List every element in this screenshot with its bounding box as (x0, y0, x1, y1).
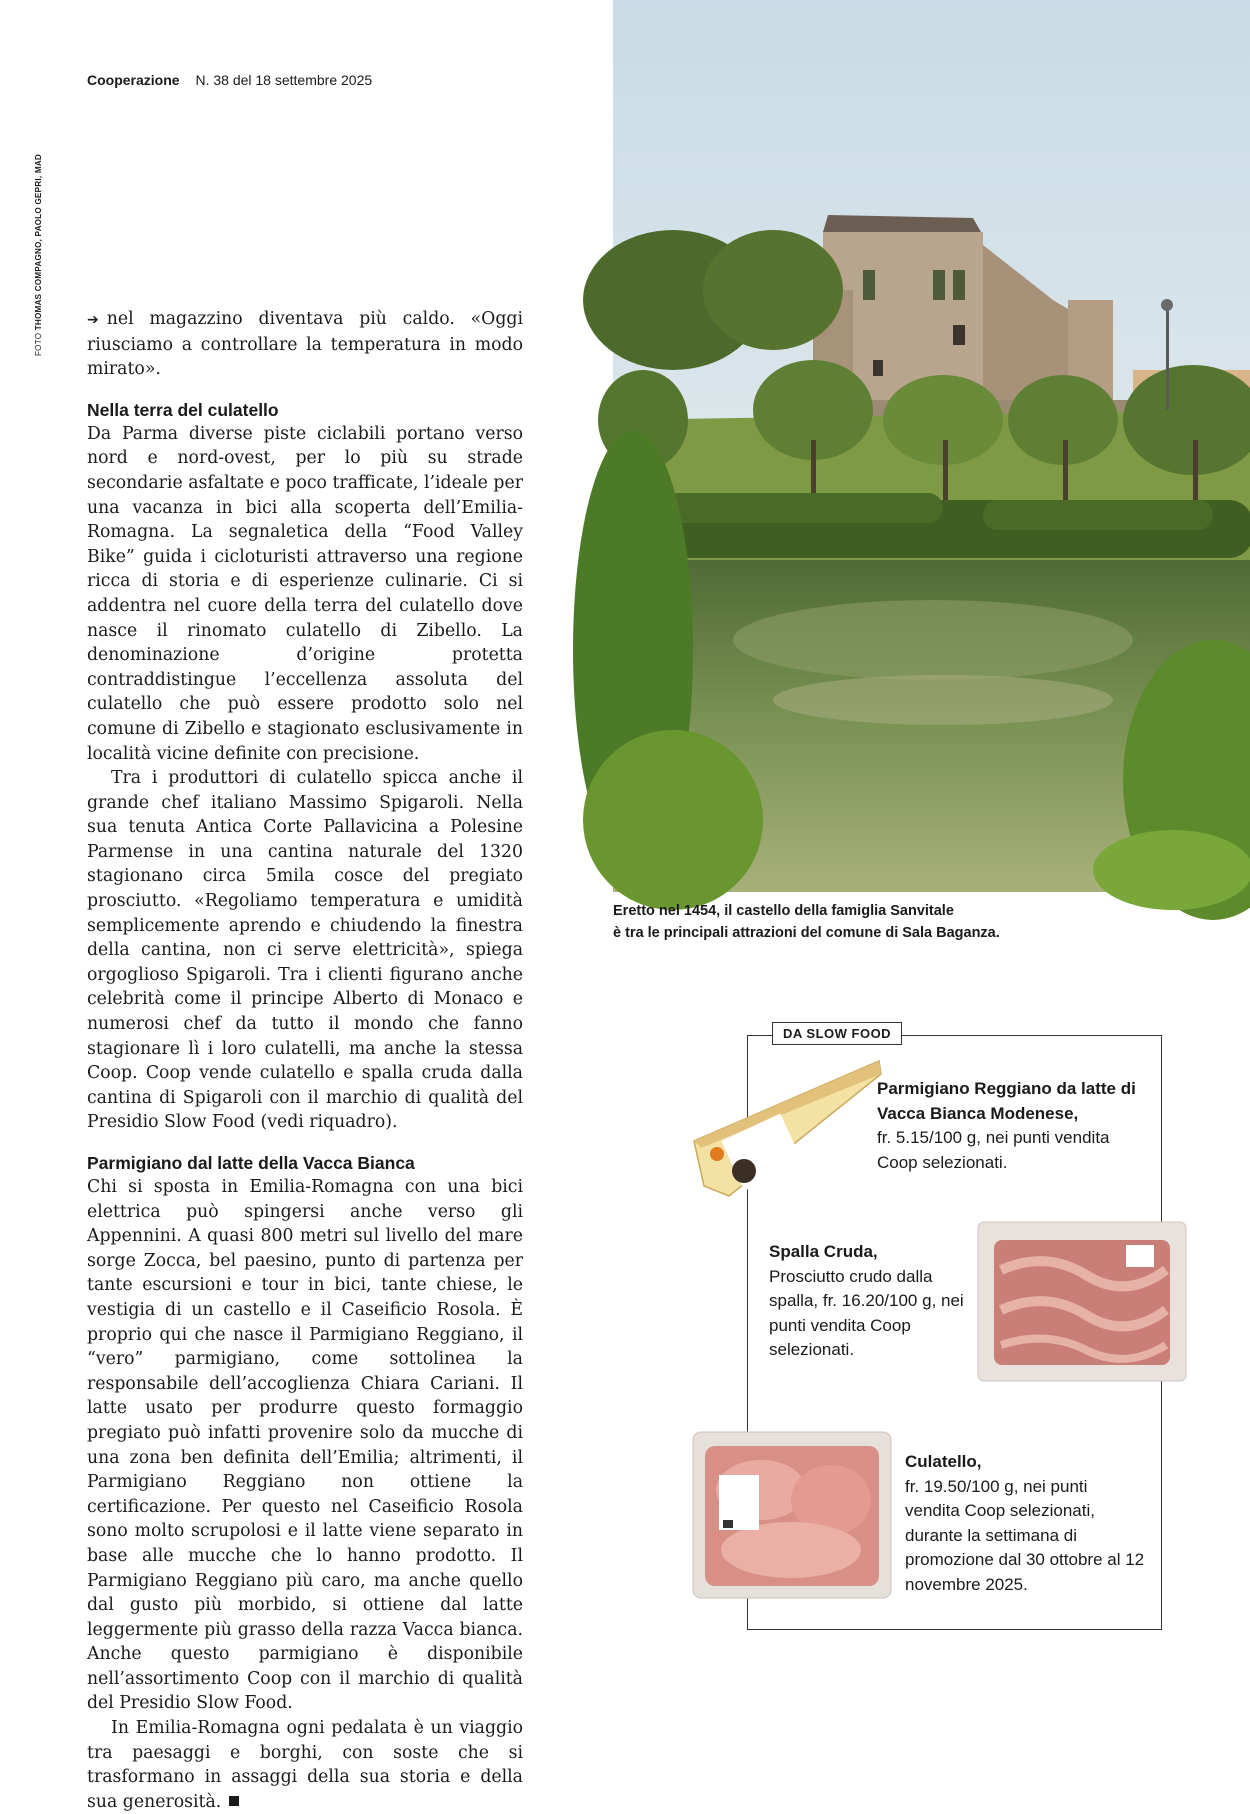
product-spalla (769, 1240, 969, 1363)
lead-paragraph: ➔ nel magazzino diventava più caldo. «Oggi riusciamo a controllare la temperatura in modo mirato». (87, 309, 523, 380)
spalla-image (976, 1220, 1188, 1383)
magazine-name: Cooperazione (87, 72, 180, 88)
parmigiano-image (689, 1056, 884, 1204)
article-column (87, 307, 523, 1814)
section-heading-parmigiano: Parmigiano dal latte della Vacca Bianca (87, 1153, 415, 1173)
product-detail: fr. 19.50/100 g, nei punti vendita Coop selezionati, durante la settimana di promozione dal 30 ottobre al 12 novembre 2025. (905, 1476, 1145, 1594)
end-mark-icon (229, 1796, 239, 1806)
continuation-arrow-icon: ➔ (87, 312, 99, 328)
photo-credit (34, 154, 43, 356)
paragraph: Chi si sposta in Emilia-Romagna con una bici elettrica può spingersi anche verso gli Appennini. A quasi 800 metri sul livello del mare sorge Zocca, bel paesino, punto di partenza per tante escursioni e tour in bici, tante chiese, le vestigia di un castello e il Caseificio Rosola. È proprio qui che nasce il Parmigiano Reggiano, il “vero” parmigiano, come sottolinea la responsabile dell’accoglienza Chiara Cariani. Il latte usato per produrre questo formaggio pregiato può infatti provenire solo da mucche di una zona ben definita dell’Emilia; altrimenti, il Parmigiano Reggiano non ottiene la certificazione. Per questo nel Caseificio Rosola sono molto scrupolosi e il latte viene separato in base alle mucche che lo hanno prodotto. Il Parmigiano Reggiano più caro, ma anche quello dal gusto più morbido, si ottiene dal latte leggermente più grasso della razza Vacca bianca. Anche questo parmigiano è disponibile nell’assortimento Coop con il marchio di qualità del Presidio Slow Food. (87, 1177, 523, 1714)
issue-info: N. 38 del 18 settembre 2025 (195, 72, 373, 88)
product-parmigiano (877, 1077, 1147, 1175)
product-detail: Prosciutto crudo dalla spalla, fr. 16.20/100 g, nei punti vendita Coop selezionati. (769, 1266, 964, 1359)
photo-caption: Eretto nel 1454, il castello della famiglia Sanvitale è tra le principali attrazioni del comune di Sala Baganza. (613, 903, 1000, 941)
product-name: Spalla Cruda, (769, 1242, 878, 1261)
product-name: Culatello, (905, 1452, 982, 1471)
photo-credit-names: THOMAS COMPAGNO, PAOLO GEPRI, MAD (34, 153, 43, 331)
closing-paragraph: In Emilia-Romagna ogni pedalata è un viaggio tra paesaggi e borghi, con soste che si trasformano in assaggi della sua storia e della sua generosità. (87, 1718, 523, 1812)
section-heading-culatello: Nella terra del culatello (87, 399, 279, 420)
product-name: Parmigiano Reggiano da latte di Vacca Bianca Modenese, (877, 1079, 1136, 1123)
slowfood-tag: DA SLOW FOOD (772, 1022, 902, 1045)
product-detail: fr. 5.15/100 g, nei punti vendita Coop selezionati. (877, 1128, 1110, 1172)
castle-photo (613, 0, 1250, 892)
product-culatello (905, 1450, 1145, 1597)
paragraph: Tra i produttori di culatello spicca anche il grande chef italiano Massimo Spigaroli. Nella sua tenuta Antica Corte Pallavicina a Polesine Parmense in una cantina naturale del 1320 stagionano circa 5mila cosce del pregiato prosciutto. «Regoliamo temperatura e umidità semplicemente aprendo e chiudendo la finestra della cantina, non ci serve elettricità», spiega orgoglioso Spigaroli. Tra i clienti figurano anche celebrità come il principe Alberto di Monaco e numerosi chef da tutto il mondo che fanno stagionare lì i loro culatelli, ma anche la stessa Coop. Coop vende culatello e spalla cruda dalla cantina di Spigaroli con il marchio di qualità del Presidio Slow Food (vedi riquadro). (87, 768, 523, 1133)
paragraph: Da Parma diverse piste ciclabili portano verso nord e nord-ovest, per lo più su strade secondarie asfaltate e poco trafficate, l’ideale per una vacanza in bici alla scoperta dell’Emilia-Romagna. La segnaletica della “Food Valley Bike” guida i cicloturisti attraverso una regione ricca di storia e di esperienze culinarie. Ci si addentra nel cuore della terra del culatello dove nasce il rinomato culatello di Zibello. La denominazione d’origine protetta contraddistingue l’eccellenza assoluta del culatello che può essere prodotto solo nel comune di Zibello e stagionato esclusivamente in località vicine definite con precisione. (87, 423, 523, 764)
page-header (87, 72, 372, 88)
photo-credit-label: FOTO (34, 332, 43, 356)
culatello-image (691, 1430, 893, 1600)
